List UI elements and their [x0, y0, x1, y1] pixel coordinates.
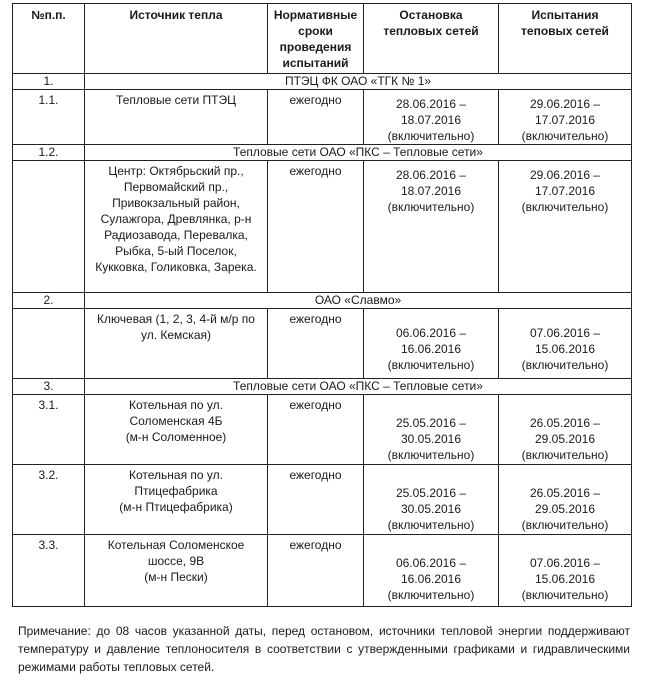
section-title: ПТЭЦ ФК ОАО «ТГК № 1»: [85, 74, 632, 90]
header-terms: Нормативные сроки проведения испытаний: [268, 4, 364, 74]
network-test-dates-cell: 26.05.2016 – 29.05.2016 (включительно): [499, 395, 632, 465]
section-row: [13, 293, 632, 309]
network-test-dates-cell: 07.06.2016 – 15.06.2016 (включительно): [499, 309, 632, 379]
table-row: [13, 161, 632, 293]
row-number: 3.1.: [13, 395, 85, 465]
section-row: [13, 145, 632, 161]
heat-source-cell: Котельная Соломенское шоссе, 9В (м-н Пески): [85, 535, 268, 607]
network-stop-dates-cell: 06.06.2016 – 16.06.2016 (включительно): [364, 309, 499, 379]
heat-source-cell: Центр: Октябрьский пр., Первомайский пр., Привокзальный район, Сулажгора, Древлянка, р-н Радиозавода, Перевалка, Рыбка, 5-ый Поселок, Кукковка, Голиковка, Зарека.: [85, 161, 268, 293]
header-source: Источник тепла: [85, 4, 268, 74]
normative-terms-cell: ежегодно: [268, 90, 364, 145]
normative-terms-cell: ежегодно: [268, 465, 364, 535]
section-title: ОАО «Славмо»: [85, 293, 632, 309]
section-number: 1.: [13, 74, 85, 90]
section-number: 3.: [13, 379, 85, 395]
network-stop-dates-cell: 25.05.2016 – 30.05.2016 (включительно): [364, 395, 499, 465]
network-test-dates-cell: 29.06.2016 – 17.07.2016 (включительно): [499, 161, 632, 293]
network-test-dates-cell: 07.06.2016 – 15.06.2016 (включительно): [499, 535, 632, 607]
section-row: [13, 74, 632, 90]
header-stop: Остановка тепловых сетей: [364, 4, 499, 74]
table-header-row: [13, 4, 632, 74]
section-title: Тепловые сети ОАО «ПКС – Тепловые сети»: [85, 145, 632, 161]
table-row: [13, 465, 632, 535]
heat-source-cell: Котельная по ул. Птицефабрика (м-н Птицефабрика): [85, 465, 268, 535]
footnote: Примечание: до 08 часов указанной даты, перед остановом, источники тепловой энергии поддерживают температуру и давление теплоносителя в соответствии с утвержденными графиками и гидравлическими режимами работы тепловых сетей.: [18, 624, 630, 674]
table-row: [13, 535, 632, 607]
network-test-dates-cell: 26.05.2016 – 29.05.2016 (включительно): [499, 465, 632, 535]
header-test: Испытания теповых сетей: [499, 4, 632, 74]
row-number: [13, 309, 85, 379]
heat-schedule-table-wrapper: [12, 3, 632, 607]
section-row: [13, 379, 632, 395]
network-stop-dates-cell: 25.05.2016 – 30.05.2016 (включительно): [364, 465, 499, 535]
row-number: 3.2.: [13, 465, 85, 535]
table-body: [13, 74, 632, 607]
section-number: 1.2.: [13, 145, 85, 161]
table-row: [13, 395, 632, 465]
row-number: 3.3.: [13, 535, 85, 607]
network-test-dates-cell: 29.06.2016 – 17.07.2016 (включительно): [499, 90, 632, 145]
table-row: [13, 309, 632, 379]
section-title: Тепловые сети ОАО «ПКС – Тепловые сети»: [85, 379, 632, 395]
heat-source-cell: Котельная по ул. Соломенская 4Б (м-н Соломенное): [85, 395, 268, 465]
section-number: 2.: [13, 293, 85, 309]
normative-terms-cell: ежегодно: [268, 535, 364, 607]
normative-terms-cell: ежегодно: [268, 309, 364, 379]
network-stop-dates-cell: 06.06.2016 – 16.06.2016 (включительно): [364, 535, 499, 607]
normative-terms-cell: ежегодно: [268, 395, 364, 465]
row-number: 1.1.: [13, 90, 85, 145]
network-stop-dates-cell: 28.06.2016 – 18.07.2016 (включительно): [364, 90, 499, 145]
heat-schedule-table: [12, 3, 632, 607]
network-stop-dates-cell: 28.06.2016 – 18.07.2016 (включительно): [364, 161, 499, 293]
row-number: [13, 161, 85, 293]
heat-source-cell: Тепловые сети ПТЭЦ: [85, 90, 268, 145]
normative-terms-cell: ежегодно: [268, 161, 364, 293]
table-row: [13, 90, 632, 145]
header-num: №п.п.: [13, 4, 85, 74]
heat-source-cell: Ключевая (1, 2, 3, 4-й м/р по ул. Кемская): [85, 309, 268, 379]
